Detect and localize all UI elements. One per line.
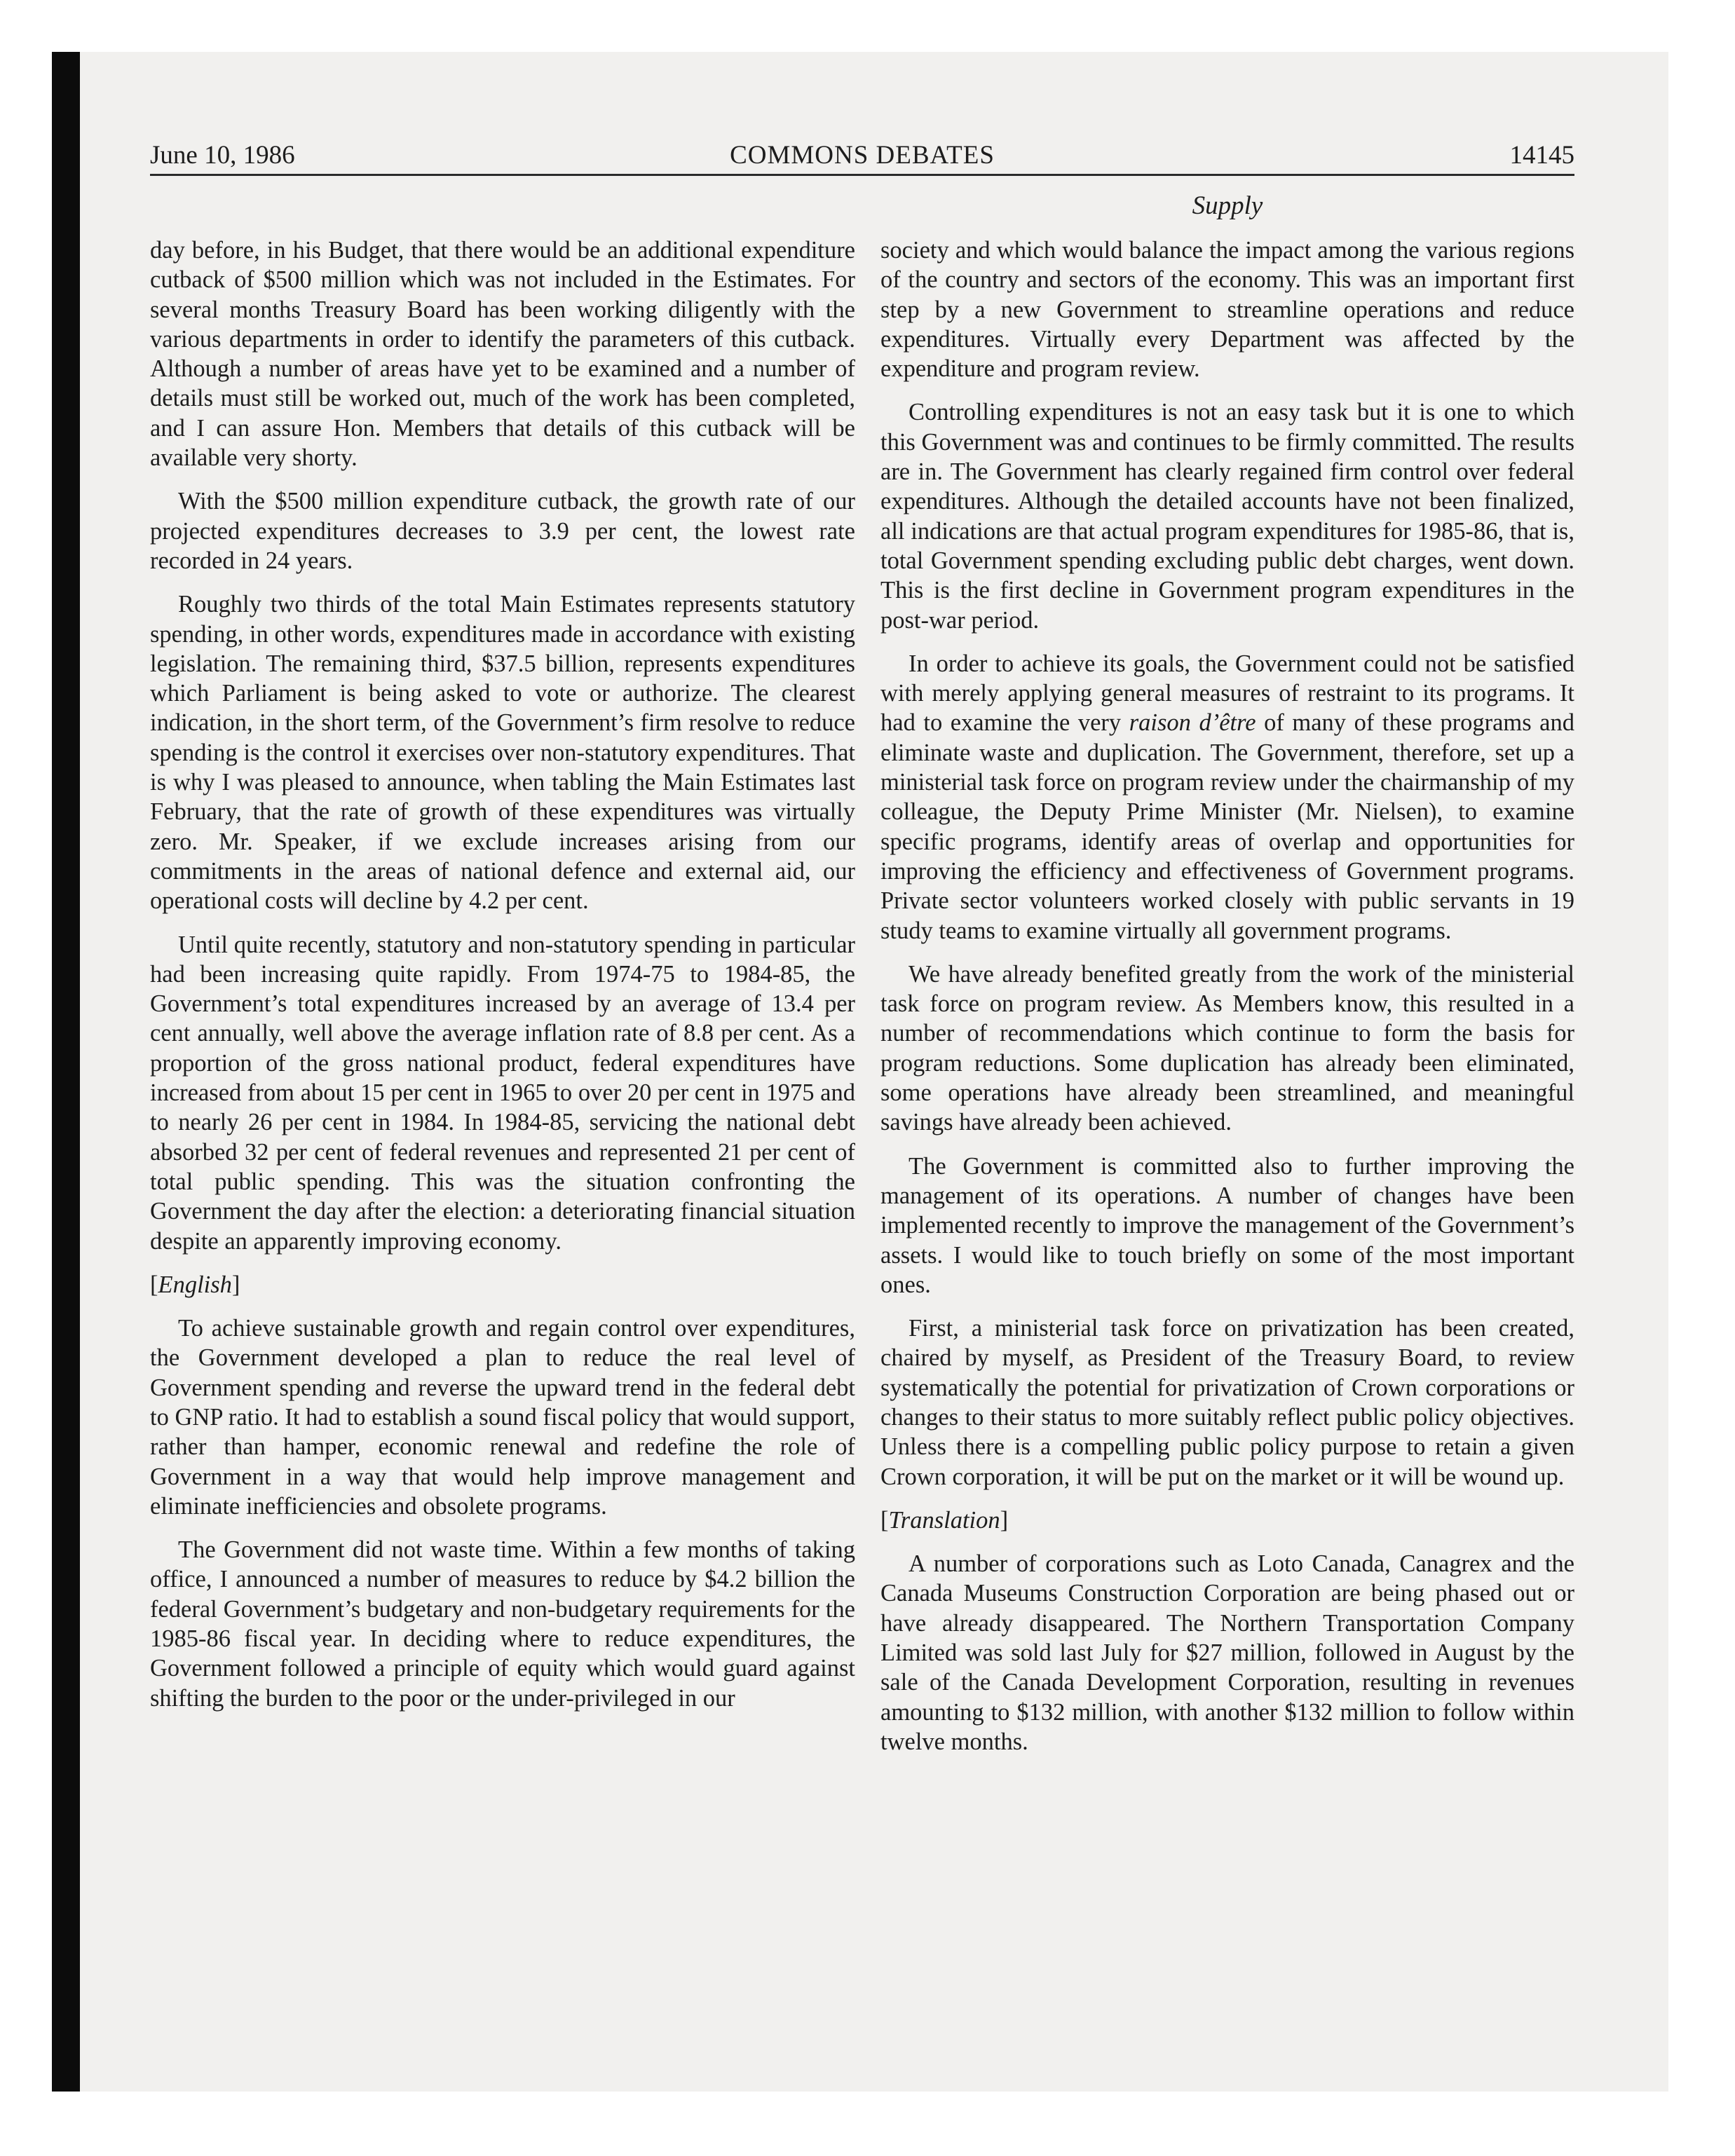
scan-edge [52,52,80,2092]
header-page-number: 14145 [1509,141,1574,170]
paragraph: First, a ministerial task force on privatization has been created, chaired by myself, as President of the Treasury Board, to review systematically the potential for privatization of Crown corporations or changes to their status to more suitably reflect public policy objectives. Unless there is a compelling public policy purpose to retain a given Crown corporation, it will be put on the market or it will be wound up. [880,1315,1574,1490]
paragraph: We have already benefited greatly from the work of the ministerial task force on program review. As Members know, this resulted in a number of recommendations which continue to form the basis for program reductions. Some duplication has already been eliminated, some operations have already been streamlined, and meaningful savings have already been achieved. [880,960,1574,1136]
paragraph [880,649,1574,946]
paragraph: With the $500 million expenditure cutback, the growth rate of our projected expenditures decreases to 3.9 per cent, the lowest rate recorded in 24 years. [150,488,855,574]
header-title: COMMONS DEBATES [730,141,995,170]
paragraph: A number of corporations such as Loto Canada, Canagrex and the Canada Museums Construction Corporation are being phased out or have already disappeared. The Northern Transportation Company Limited was sold last July for $27 million, followed in August by the sale of the Canada Development Corporation, resulting in revenues amounting to $132 million, with another $132 million to follow within twelve months. [880,1550,1574,1755]
paragraph-text: In order to achieve its goals, the Government could not be satisfied with merely applying general measures of restraint to its programs. It had to examine the very [880,650,1574,737]
italic-phrase: raison d’être [1129,709,1256,737]
paragraph: day before, in his Budget, that there would be an additional expenditure cutback of $500 million which was not included in the Estimates. For several months Treasury Board has been working diligently with the various departments in order to identify the parameters of this cutback. Although a number of areas have yet to be examined and a number of details must still be worked out, much of the work has been completed, and I can assure Hon. Members that details of this cutback will be available very shorty. [150,237,855,472]
paragraph: society and which would balance the impact among the various regions of the country and sectors of the economy. This was an important first step by a new Government to streamline operations and reduce expenditures. Virtually every Department was affected by the expenditure and program review. [880,237,1574,383]
language-tag-text: Translation [888,1506,1000,1534]
language-tag-english: [English] [150,1271,240,1298]
paragraph: The Government is committed also to further improving the management of its operations. A number of changes have been implemented recently to improve the management of the Government’s assets. I would like to touch briefly on some of the most important ones. [880,1152,1574,1298]
paragraph: Until quite recently, statutory and non-statutory spending in particular had been increasing quite rapidly. From 1974-75 to 1984-85, the Government’s total expenditures increased by an average of 13.4 per cent annually, well above the average inflation rate of 8.8 per cent. As a proportion of the gross national product, federal expenditures have increased from about 15 per cent in 1965 to over 20 per cent in 1975 and to nearly 26 per cent in 1984. In 1984-85, servicing the national debt absorbed 32 per cent of federal revenues and represented 21 per cent of total public spending. This was the situation confronting the Government the day after the election: a deteriorating financial situation despite an apparently improving economy. [150,931,855,1255]
paragraph-text: of many of these programs and eliminate waste and duplication. The Government, therefore, set up a ministerial task force on program review under the chairmanship of my colleague, the Deputy Prime Minister (Mr. Nielsen), to examine specific programs, identify areas of overlap and opportunities for improving the efficiency and effectiveness of Government programs. Private sector volunteers worked closely with public servants in 19 study teams to examine virtually all government programs. [880,709,1574,944]
left-column [150,236,855,1727]
paragraph: Roughly two thirds of the total Main Estimates represents statutory spending, in other words, expenditures made in accordance with existing legislation. The remaining third, $37.5 billion, represents expenditures which Parliament is being asked to vote or authorize. The clearest indication, in the short term, of the Government’s firm resolve to reduce spending is the control it exercises over non-statutory expenditures. That is why I was pleased to announce, when tabling the Main Estimates last February, that the rate of growth of these expenditures was virtually zero. Mr. Speaker, if we exclude increases arising from our commitments in the areas of national defence and external aid, our operational costs will decline by 4.2 per cent. [150,591,855,915]
paragraph: Controlling expenditures is not an easy task but it is one to which this Government was and continues to be firmly committed. The results are in. The Government has clearly regained firm control over federal expenditures. Although the detailed accounts have not been finalized, all indications are that actual program expenditures for 1985-86, that is, total Government spending excluding public debt charges, went down. This is the first decline in Government program expenditures in the post-war period. [880,399,1574,634]
language-tag-translation: [Translation] [880,1506,1009,1534]
section-heading: Supply [1192,191,1263,220]
page-header [150,137,1574,176]
paragraph: To achieve sustainable growth and regain control over expenditures, the Government developed a plan to reduce the real level of Government spending and reverse the upward trend in the federal debt to GNP ratio. It had to establish a sound fiscal policy that would support, rather than hamper, economic renewal and redefine the role of Government in a way that would help improve management and eliminate inefficiencies and obsolete programs. [150,1315,855,1520]
language-tag-text: English [158,1271,232,1298]
paragraph: The Government did not waste time. Within a few months of taking office, I announced a number of measures to reduce by $4.2 billion the federal Government’s budgetary and non-budgetary requirements for the 1985-86 fiscal year. In deciding where to reduce expenditures, the Government followed a principle of equity which would guard against shifting the burden to the poor or the under-privileged in our [150,1536,855,1712]
header-date: June 10, 1986 [150,141,295,170]
right-column [880,236,1574,1770]
